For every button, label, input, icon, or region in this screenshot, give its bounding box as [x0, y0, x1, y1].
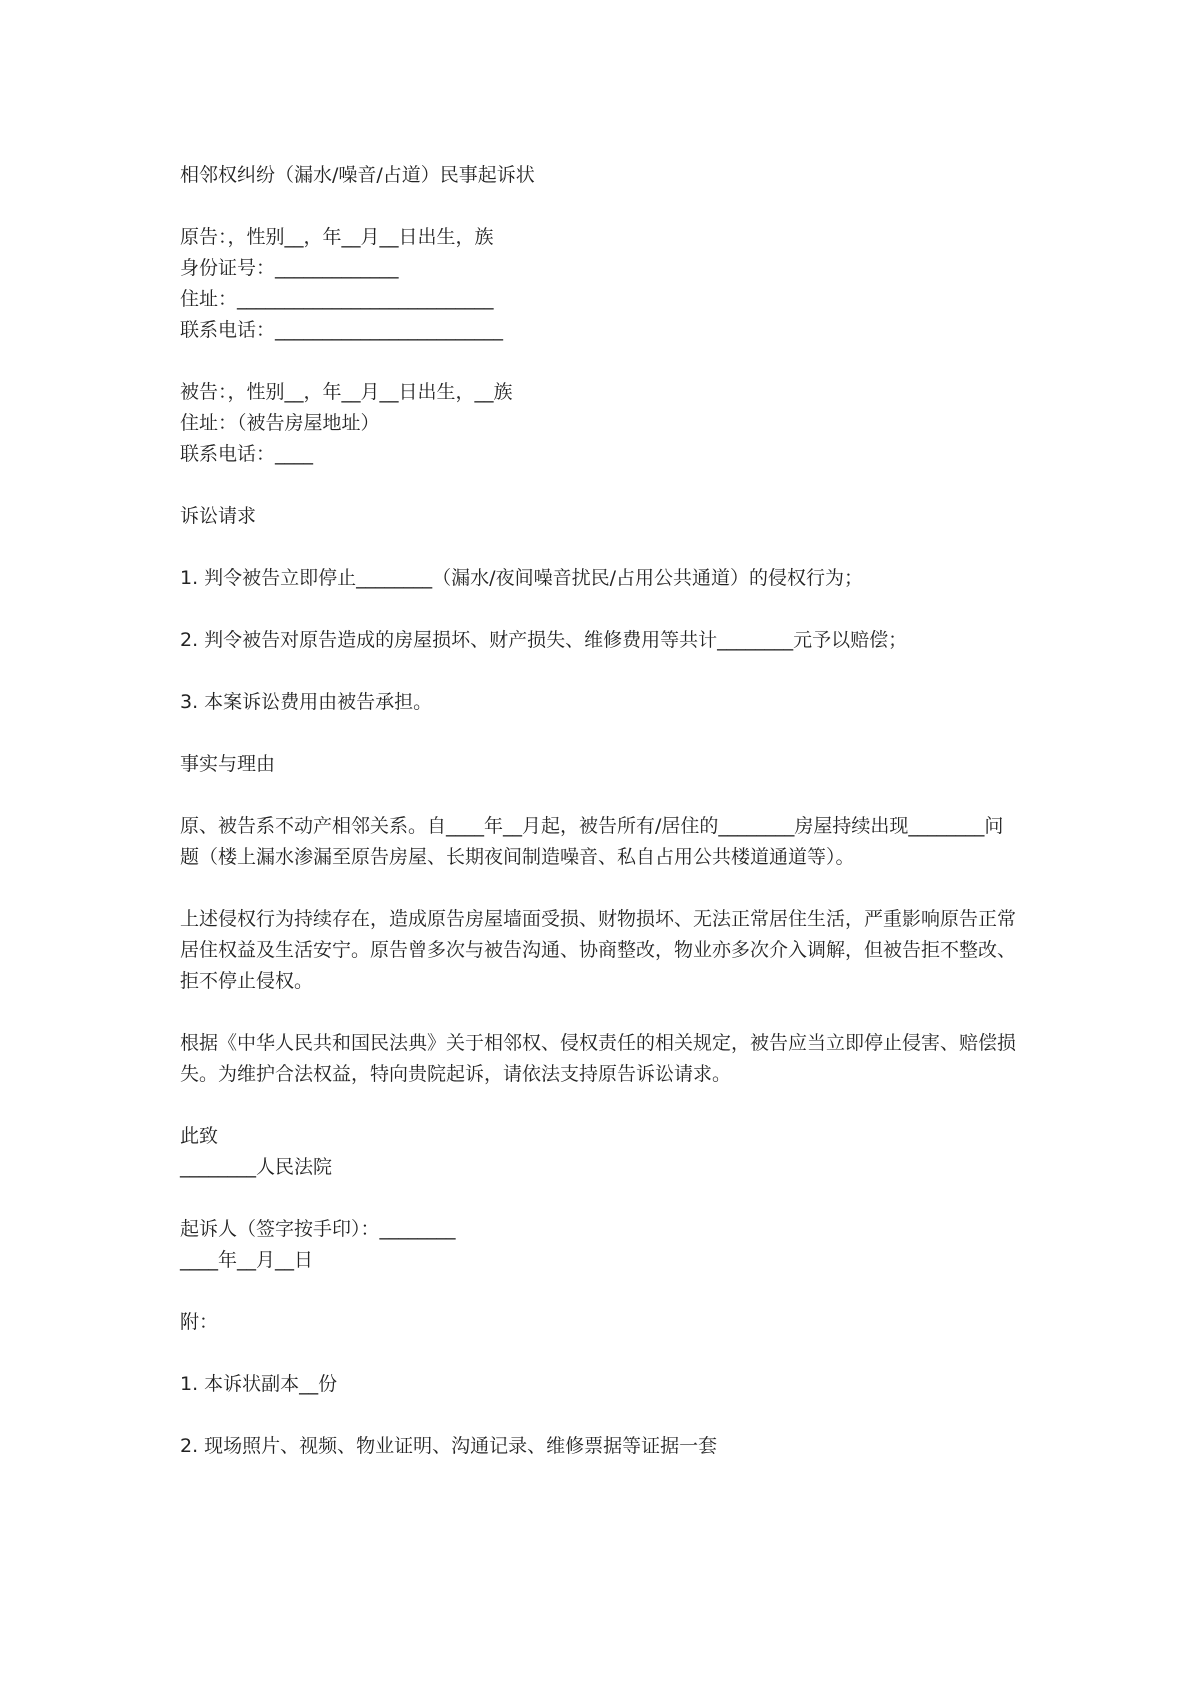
facts-paragraph: 根据《中华人民共和国民法典》关于相邻权、侵权责任的相关规定，被告应当立即停止侵害、赔偿损失。为维护合法权益，特向贵院起诉，请依法支持原告诉讼请求。 — [180, 1032, 1017, 1085]
plaintiff-info: 原告：，性别__，年__月__日出生，族 — [180, 226, 494, 248]
facts-paragraph: 原、被告系不动产相邻关系。自____年__月起，被告所有/居住的________房屋持续出现________问题（楼上漏水渗漏至原告房屋、长期夜间制造噪音、私自占用公共楼道通道等）。 — [180, 815, 1004, 868]
closing-court: ________人民法院 — [180, 1156, 333, 1178]
defendant-info: 被告：，性别__，年__月__日出生，__族 — [180, 381, 513, 403]
closing-salutation: 此致 — [180, 1125, 219, 1147]
document-title: 相邻权纠纷（漏水/噪音/占道）民事起诉状 — [180, 164, 535, 186]
claim-item: 2. 判令被告对原告造成的房屋损坏、财产损失、维修费用等共计________元予以赔偿； — [180, 629, 908, 651]
defendant-phone: 联系电话：____ — [180, 443, 314, 465]
document-body — [180, 160, 1020, 1462]
attachment-item: 2. 现场照片、视频、物业证明、沟通记录、维修票据等证据一套 — [180, 1435, 718, 1457]
facts-heading: 事实与理由 — [180, 753, 276, 775]
claim-item: 1. 判令被告立即停止________（漏水/夜间噪音扰民/占用公共通道）的侵权行为； — [180, 567, 863, 589]
plaintiff-address: 住址：___________________________ — [180, 288, 494, 310]
closing-signer: 起诉人（签字按手印）：________ — [180, 1218, 456, 1240]
defendant-address: 住址：（被告房屋地址） — [180, 412, 380, 434]
facts-paragraph: 上述侵权行为持续存在，造成原告房屋墙面受损、财物损坏、无法正常居住生活，严重影响原告正常居住权益及生活安宁。原告曾多次与被告沟通、协商整改，物业亦多次介入调解，但被告拒不整改、拒不停止侵权。 — [180, 908, 1017, 992]
attachment-item: 1. 本诉状副本__份 — [180, 1373, 338, 1395]
attachments-heading: 附： — [180, 1311, 219, 1333]
claim-item: 3. 本案诉讼费用由被告承担。 — [180, 691, 433, 713]
plaintiff-id: 身份证号：_____________ — [180, 257, 399, 279]
closing-date: ____年__月__日 — [180, 1249, 314, 1271]
claims-heading: 诉讼请求 — [180, 505, 257, 527]
plaintiff-phone: 联系电话：________________________ — [180, 319, 504, 341]
